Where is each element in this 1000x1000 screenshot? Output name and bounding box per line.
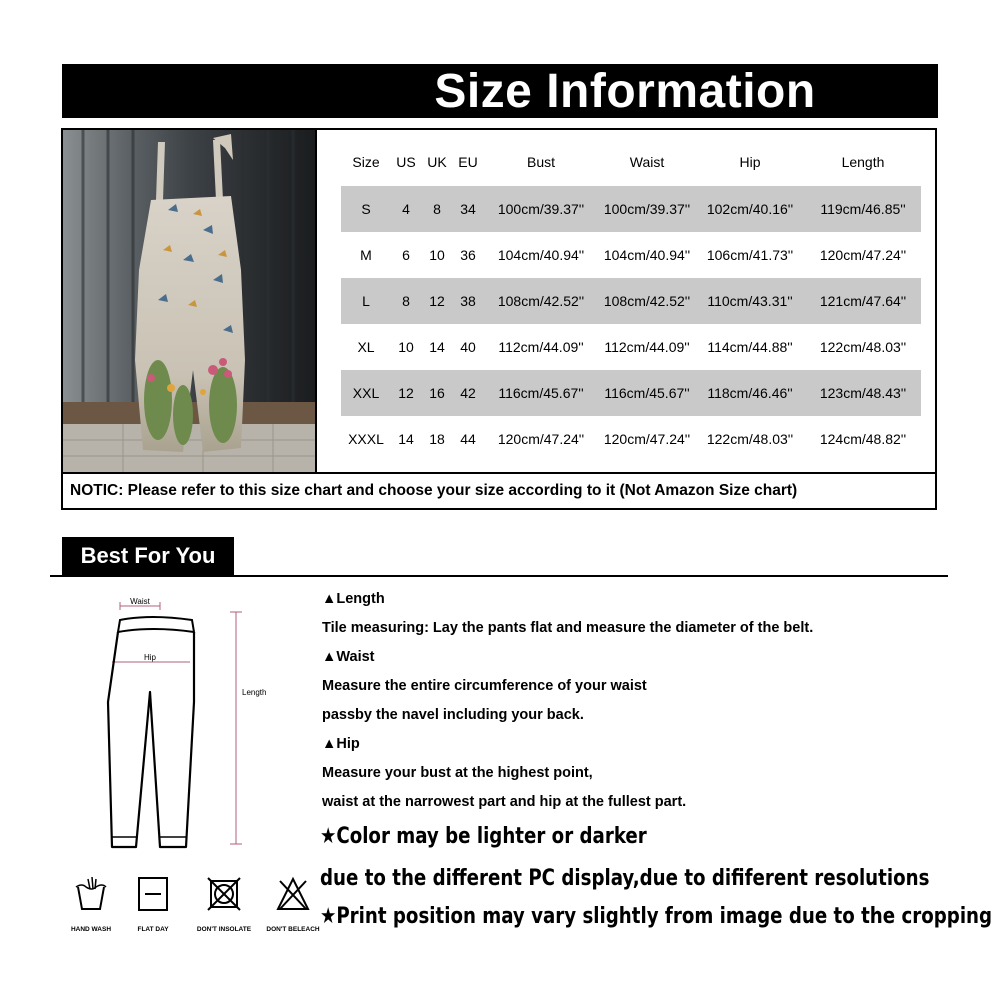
header-cell: UK bbox=[427, 154, 447, 170]
dont-insolate-icon bbox=[205, 875, 243, 913]
table-row bbox=[341, 232, 921, 278]
header-cell: Waist bbox=[629, 154, 665, 170]
section-divider bbox=[50, 575, 948, 577]
table-cell: 120cm/47.24'' bbox=[819, 247, 907, 263]
table-cell: 100cm/39.37'' bbox=[483, 186, 599, 232]
table-cell: S bbox=[341, 186, 391, 232]
table-cell: 102cm/40.16'' bbox=[695, 186, 805, 232]
table-cell: 12 bbox=[421, 278, 453, 324]
table-cell: 108cm/42.52'' bbox=[599, 278, 695, 324]
care-dont-bleach bbox=[258, 875, 328, 933]
diagram-hip-label: Hip bbox=[143, 653, 157, 662]
table-cell: 16 bbox=[421, 370, 453, 416]
care-label: HAND WASH bbox=[70, 926, 112, 933]
table-cell: 18 bbox=[429, 431, 445, 447]
waist-text-1: Measure the entire circumference of your waist bbox=[322, 678, 647, 694]
overalls-photo-illustration bbox=[63, 130, 317, 472]
table-cell: 121cm/47.64'' bbox=[805, 278, 921, 324]
best-for-you-label: Best For You bbox=[80, 543, 216, 568]
size-table-panel bbox=[317, 130, 935, 472]
table-cell: 119cm/46.85'' bbox=[805, 186, 921, 232]
header-cell: Length bbox=[841, 154, 885, 170]
table-cell: 120cm/47.24'' bbox=[497, 431, 585, 447]
table-cell: XL bbox=[357, 339, 375, 355]
table-cell: 44 bbox=[460, 431, 476, 447]
product-photo bbox=[63, 130, 317, 472]
table-cell: 118cm/46.46'' bbox=[695, 370, 805, 416]
hip-text-1: Measure your bust at the highest point, bbox=[322, 765, 593, 781]
table-cell: 8 bbox=[421, 186, 453, 232]
table-cell: 108cm/42.52'' bbox=[483, 278, 599, 324]
care-flat-dry bbox=[118, 875, 188, 933]
table-cell: 112cm/44.09'' bbox=[498, 339, 584, 355]
table-cell: 116cm/45.67'' bbox=[483, 370, 599, 416]
color-note-2: due to the different PC display,due to dififerent resolutions bbox=[320, 866, 930, 891]
table-row bbox=[341, 186, 921, 232]
table-cell: 122cm/48.03'' bbox=[819, 339, 907, 355]
table-cell: 106cm/41.73'' bbox=[706, 247, 794, 263]
table-cell: 110cm/43.31'' bbox=[695, 278, 805, 324]
table-cell: 4 bbox=[391, 186, 421, 232]
header-cell: Hip bbox=[739, 154, 761, 170]
table-row bbox=[341, 370, 921, 416]
table-cell: 10 bbox=[398, 339, 414, 355]
table-cell: 112cm/44.09'' bbox=[604, 339, 690, 355]
table-cell: 100cm/39.37'' bbox=[599, 186, 695, 232]
diagram-waist-label: Waist bbox=[130, 597, 150, 606]
best-for-you-tab bbox=[62, 537, 234, 575]
header-cell: Size bbox=[352, 154, 380, 170]
flat-dry-icon bbox=[136, 875, 170, 913]
table-cell: 36 bbox=[460, 247, 476, 263]
care-dont-insolate bbox=[189, 875, 259, 933]
header-cell: US bbox=[396, 154, 416, 170]
table-cell: XXL bbox=[341, 370, 391, 416]
table-cell: L bbox=[341, 278, 391, 324]
header-cell: EU bbox=[458, 154, 478, 170]
care-label: DON'T INSOLATE bbox=[196, 926, 252, 933]
table-row bbox=[341, 416, 921, 462]
dont-bleach-icon bbox=[274, 875, 312, 913]
table-cell: 122cm/48.03'' bbox=[706, 431, 794, 447]
title-bar bbox=[62, 64, 938, 118]
care-icons-row bbox=[56, 875, 336, 945]
table-cell: 38 bbox=[453, 278, 483, 324]
size-notice bbox=[63, 472, 935, 508]
size-chart-box bbox=[61, 128, 937, 510]
table-cell: 8 bbox=[391, 278, 421, 324]
table-cell: 14 bbox=[398, 431, 414, 447]
table-cell: 14 bbox=[429, 339, 445, 355]
table-row bbox=[341, 278, 921, 324]
size-table bbox=[341, 138, 921, 462]
table-cell: 34 bbox=[453, 186, 483, 232]
header-cell: Bust bbox=[526, 154, 555, 170]
table-cell: 6 bbox=[402, 247, 410, 263]
table-cell: 12 bbox=[391, 370, 421, 416]
table-cell: 124cm/48.82'' bbox=[819, 431, 907, 447]
diagram-length-label: Length bbox=[242, 688, 267, 697]
waist-heading: ▲Waist bbox=[322, 649, 375, 665]
notice-text: NOTIC: Please refer to this size chart and choose your size according to it (Not Amazon Size chart) bbox=[70, 482, 798, 499]
care-hand-wash bbox=[56, 875, 126, 933]
table-cell: 42 bbox=[453, 370, 483, 416]
hip-text-2: waist at the narrowest part and hip at the fullest part. bbox=[322, 794, 687, 810]
care-label: FLAT DAY bbox=[137, 926, 169, 933]
table-cell: 104cm/40.94'' bbox=[497, 247, 585, 263]
table-cell: XXXL bbox=[348, 431, 384, 447]
color-note-1: ★Color may be lighter or darker bbox=[320, 824, 647, 849]
hand-wash-icon bbox=[74, 875, 108, 913]
table-cell: 10 bbox=[429, 247, 445, 263]
table-row bbox=[341, 324, 921, 370]
hip-heading: ▲Hip bbox=[322, 736, 360, 752]
length-text: Tile measuring: Lay the pants flat and measure the diameter of the belt. bbox=[322, 620, 814, 636]
table-cell: 104cm/40.94'' bbox=[603, 247, 691, 263]
table-cell: 116cm/45.67'' bbox=[599, 370, 695, 416]
pants-outline-icon bbox=[90, 592, 290, 862]
table-cell: M bbox=[360, 247, 372, 263]
table-cell: 114cm/44.88'' bbox=[707, 339, 793, 355]
table-cell: 40 bbox=[460, 339, 476, 355]
print-note: ★Print position may vary slightly from image due to the cropping bbox=[320, 904, 993, 929]
waist-text-2: passby the navel including your back. bbox=[322, 707, 584, 723]
table-header-row bbox=[341, 138, 921, 186]
page-title: Size Information bbox=[434, 64, 816, 118]
table-cell: 120cm/47.24'' bbox=[603, 431, 691, 447]
pants-measurement-diagram bbox=[90, 592, 290, 862]
table-cell: 123cm/48.43'' bbox=[805, 370, 921, 416]
care-label: DON'T BELEACH bbox=[266, 926, 320, 933]
length-heading: ▲Length bbox=[322, 591, 385, 607]
